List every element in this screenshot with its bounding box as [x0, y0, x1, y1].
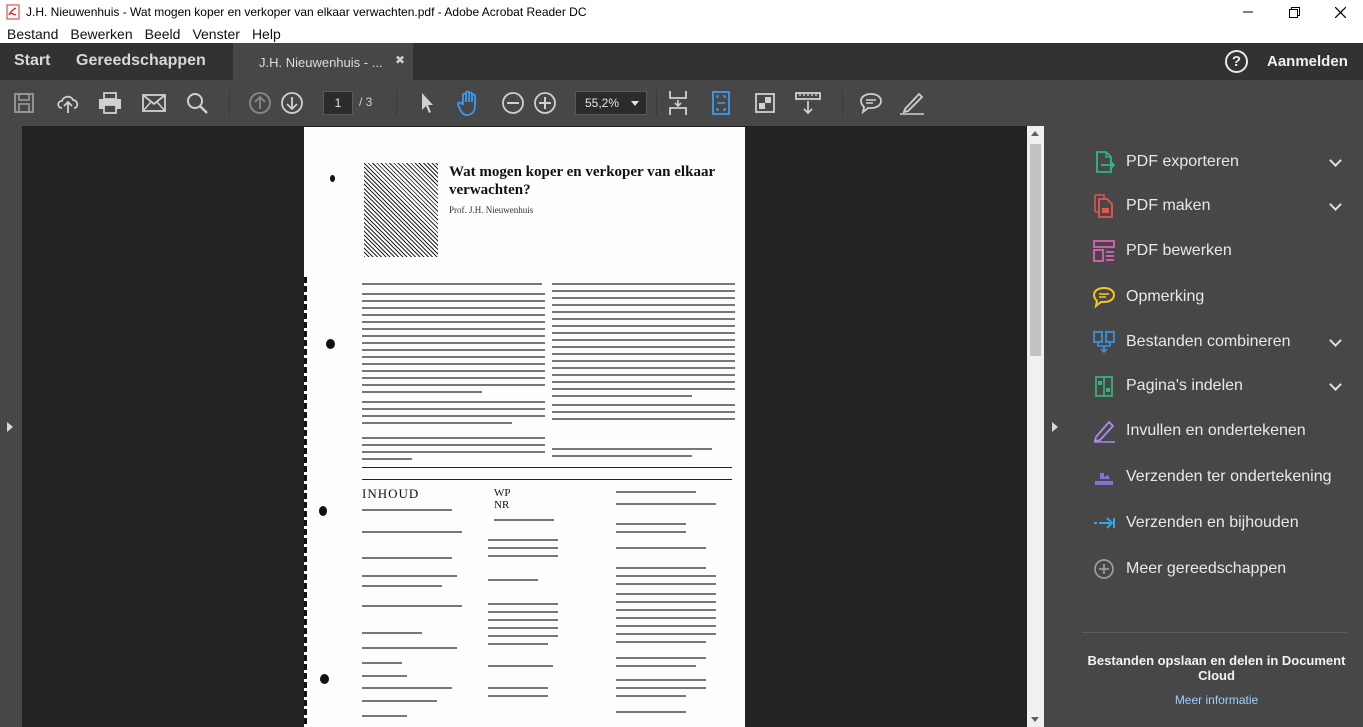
tool-label: Invullen en ondertekenen [1126, 422, 1306, 439]
text-line [362, 300, 545, 302]
text-line [552, 318, 735, 320]
text-line [488, 627, 558, 629]
text-line [488, 665, 553, 667]
author-portrait [364, 163, 438, 257]
text-line [362, 647, 457, 649]
text-line [552, 353, 735, 355]
scan-edge [304, 277, 307, 727]
close-window-button[interactable] [1317, 0, 1363, 24]
article-headline: Wat mogen koper en verkoper van elkaar verwachten? [449, 164, 715, 198]
export-pdf-icon [1092, 150, 1116, 174]
text-line [552, 411, 735, 413]
text-line [362, 715, 407, 717]
text-line [552, 418, 735, 420]
text-line [552, 388, 735, 390]
tool-edit-pdf[interactable] [1066, 233, 1363, 269]
email-icon[interactable] [141, 90, 167, 116]
text-line [616, 695, 686, 697]
logo-top: WP [494, 487, 511, 499]
text-line [362, 509, 452, 511]
pdf-page[interactable] [304, 127, 745, 727]
cloud-promo-text: Bestanden opslaan en delen in Document Cloud [1087, 653, 1346, 683]
text-line [616, 633, 716, 635]
menu-help[interactable]: Help [251, 25, 281, 42]
select-cursor-icon[interactable] [414, 90, 440, 116]
text-line [616, 593, 716, 595]
text-line [488, 603, 558, 605]
text-line [552, 283, 735, 285]
page-number-input[interactable]: 1 [323, 91, 353, 115]
acrobat-app-icon [6, 4, 20, 20]
text-line [616, 687, 706, 689]
restore-icon [1289, 7, 1300, 18]
text-line [362, 632, 422, 634]
text-line [362, 342, 545, 344]
next-page-icon[interactable] [279, 90, 305, 116]
zoom-in-icon[interactable] [532, 90, 558, 116]
chevron-right-icon [7, 422, 13, 432]
text-line [616, 625, 716, 627]
text-line [362, 415, 545, 417]
text-line [362, 283, 542, 285]
zoom-level-select[interactable] [575, 91, 647, 115]
maximize-button[interactable] [1271, 0, 1317, 24]
divider-line [362, 467, 732, 468]
zoom-level-value: 55,2% [585, 96, 620, 110]
text-line [362, 377, 545, 379]
menu-bestand[interactable]: Bestand [7, 25, 59, 42]
comment-tool-icon[interactable] [858, 90, 884, 116]
chevron-down-icon[interactable] [1329, 198, 1342, 211]
panel-divider [1082, 632, 1347, 633]
text-line [616, 657, 706, 659]
text-line [488, 619, 558, 621]
text-line [616, 531, 686, 533]
text-line [552, 346, 735, 348]
text-line [494, 519, 554, 521]
tool-label: PDF exporteren [1126, 153, 1239, 170]
text-line [362, 585, 442, 587]
text-line [552, 311, 735, 313]
text-line [616, 641, 706, 643]
text-line [362, 451, 545, 453]
text-line [488, 547, 558, 549]
text-line [362, 321, 545, 323]
scroll-up-icon[interactable] [1031, 131, 1039, 136]
tabs-bar [0, 43, 1363, 80]
tool-label: Verzenden en bijhouden [1126, 514, 1299, 531]
tool-label: PDF bewerken [1126, 242, 1232, 259]
search-icon[interactable] [184, 90, 210, 116]
text-line [552, 404, 735, 406]
text-line [488, 579, 538, 581]
send-track-icon [1092, 511, 1116, 535]
text-line [616, 679, 706, 681]
text-line [552, 381, 735, 383]
reading-tool-icon[interactable] [795, 90, 821, 116]
tools-panel [1066, 126, 1363, 727]
tool-organize-pages[interactable] [1066, 368, 1363, 404]
tool-more-tools[interactable] [1066, 551, 1363, 587]
chevron-down-icon[interactable] [1329, 334, 1342, 347]
text-line [362, 437, 545, 439]
tool-comment[interactable] [1066, 279, 1363, 315]
scroll-down-icon[interactable] [1031, 717, 1039, 722]
organize-pages-icon [1092, 374, 1116, 398]
sign-in-link[interactable]: Aanmelden [1267, 53, 1348, 70]
text-line [552, 448, 712, 450]
tab-close-icon[interactable]: ✖ [395, 53, 406, 67]
upload-cloud-icon[interactable] [55, 90, 81, 116]
send-for-signature-icon [1092, 465, 1116, 489]
tab-start[interactable]: Start [14, 52, 51, 69]
text-line [488, 687, 548, 689]
text-line [362, 391, 482, 393]
text-line [362, 662, 402, 664]
text-line [616, 609, 716, 611]
text-line [552, 332, 735, 334]
text-line [362, 314, 545, 316]
text-line [552, 360, 735, 362]
text-line [616, 523, 686, 525]
tool-send-for-signature[interactable] [1066, 459, 1363, 495]
tool-label: Pagina's indelen [1126, 377, 1243, 394]
text-line [362, 401, 545, 403]
text-line [616, 583, 716, 585]
text-line [362, 307, 545, 309]
edit-pdf-icon [1092, 239, 1116, 263]
scroll-mode-icon[interactable] [665, 90, 691, 116]
text-line [616, 575, 716, 577]
text-line [362, 384, 545, 386]
sign-pen-icon[interactable] [899, 90, 925, 116]
scan-artifact [319, 506, 327, 516]
article-subhead: Prof. J.H. Nieuwenhuis [449, 205, 534, 215]
text-line [362, 458, 412, 460]
text-line [488, 695, 548, 697]
main-toolbar [0, 80, 1363, 126]
text-line [616, 567, 706, 569]
text-line [616, 547, 706, 549]
title-bar [0, 0, 1363, 24]
tool-label: Bestanden combineren [1126, 333, 1291, 350]
fill-sign-icon [1092, 419, 1116, 443]
left-panel-toggle[interactable] [0, 126, 22, 727]
text-line [362, 363, 545, 365]
text-line [362, 687, 452, 689]
scrollbar-thumb[interactable] [1030, 144, 1041, 356]
text-line [552, 297, 735, 299]
tab-tools[interactable]: Gereedschappen [76, 52, 206, 69]
tool-fill-sign[interactable] [1066, 413, 1363, 449]
tool-label: Verzenden ter ondertekening [1126, 468, 1332, 485]
tab-document[interactable] [233, 43, 413, 80]
menu-bar [0, 24, 1363, 43]
more-info-link[interactable]: Meer informatie [1174, 693, 1259, 707]
chevron-right-icon [1052, 422, 1058, 432]
text-line [362, 356, 545, 358]
tool-label: Meer gereedschappen [1126, 560, 1287, 577]
text-line [488, 539, 558, 541]
combine-files-icon [1092, 330, 1116, 354]
logo-bottom: NR [494, 499, 510, 511]
text-line [362, 444, 545, 446]
scan-artifact [320, 674, 329, 684]
text-line [488, 635, 558, 637]
text-line [362, 422, 512, 424]
text-line [552, 367, 735, 369]
toolbar-separator [842, 90, 843, 116]
text-line [362, 531, 462, 533]
tool-combine-files[interactable] [1066, 324, 1363, 360]
zoom-out-icon[interactable] [500, 90, 526, 116]
text-line [362, 557, 452, 559]
text-line [616, 665, 696, 667]
text-line [362, 370, 545, 372]
scan-artifact [330, 175, 335, 182]
create-pdf-icon [1092, 194, 1116, 218]
text-line [616, 491, 696, 493]
fit-page-icon[interactable] [708, 90, 734, 116]
text-line [362, 675, 407, 677]
chevron-down-icon[interactable] [1329, 154, 1342, 167]
text-line [552, 339, 735, 341]
text-line [552, 304, 735, 306]
comment-icon [1092, 285, 1116, 309]
tool-send-track[interactable] [1066, 505, 1363, 541]
journal-logo [494, 487, 511, 511]
more-tools-icon [1092, 557, 1116, 581]
text-line [488, 643, 548, 645]
scan-artifact [326, 339, 335, 349]
page-total: / 3 [359, 95, 373, 109]
text-line [362, 700, 437, 702]
contents-heading: INHOUD [362, 486, 420, 501]
previous-page-icon[interactable] [247, 90, 273, 116]
text-line [488, 611, 558, 613]
close-icon [1335, 7, 1346, 18]
full-screen-icon[interactable] [752, 90, 778, 116]
text-line [616, 601, 716, 603]
toolbar-separator [656, 90, 657, 116]
text-line [362, 335, 545, 337]
text-line [552, 325, 735, 327]
menu-bewerken[interactable]: Bewerken [70, 25, 133, 42]
menu-beeld[interactable]: Beeld [144, 25, 181, 42]
minimize-icon [1243, 7, 1253, 17]
text-line [552, 395, 692, 397]
menu-venster[interactable]: Venster [192, 25, 240, 42]
toolbar-separator [396, 90, 397, 116]
hand-tool-icon[interactable] [456, 90, 482, 116]
tool-export-pdf[interactable] [1066, 144, 1363, 180]
tool-label: PDF maken [1126, 197, 1211, 214]
text-line [616, 503, 716, 505]
tools-panel-toggle[interactable] [1044, 126, 1066, 727]
print-icon[interactable] [97, 90, 123, 116]
tool-create-pdf[interactable] [1066, 188, 1363, 224]
window-title: J.H. Nieuwenhuis - Wat mogen koper en verkoper van elkaar verwachten.pdf - Adobe Acrobat Reader DC [26, 5, 587, 19]
divider-line [362, 479, 732, 480]
vertical-scrollbar[interactable] [1027, 126, 1044, 727]
chevron-down-icon[interactable] [1329, 378, 1342, 391]
text-line [552, 455, 692, 457]
text-line [362, 575, 457, 577]
text-line [362, 349, 545, 351]
tool-label: Opmerking [1126, 288, 1205, 305]
help-icon[interactable]: ? [1225, 50, 1248, 73]
chevron-down-icon [631, 101, 639, 106]
toolbar-separator [229, 90, 230, 116]
tab-document-label: J.H. Nieuwenhuis - ... [259, 55, 383, 70]
save-icon[interactable] [11, 90, 37, 116]
text-line [616, 711, 686, 713]
text-line [362, 293, 545, 295]
text-line [362, 328, 545, 330]
minimize-button[interactable] [1225, 0, 1271, 24]
text-line [488, 555, 558, 557]
text-line [552, 374, 735, 376]
text-line [616, 617, 716, 619]
text-line [362, 408, 545, 410]
text-line [552, 290, 735, 292]
text-line [362, 605, 462, 607]
